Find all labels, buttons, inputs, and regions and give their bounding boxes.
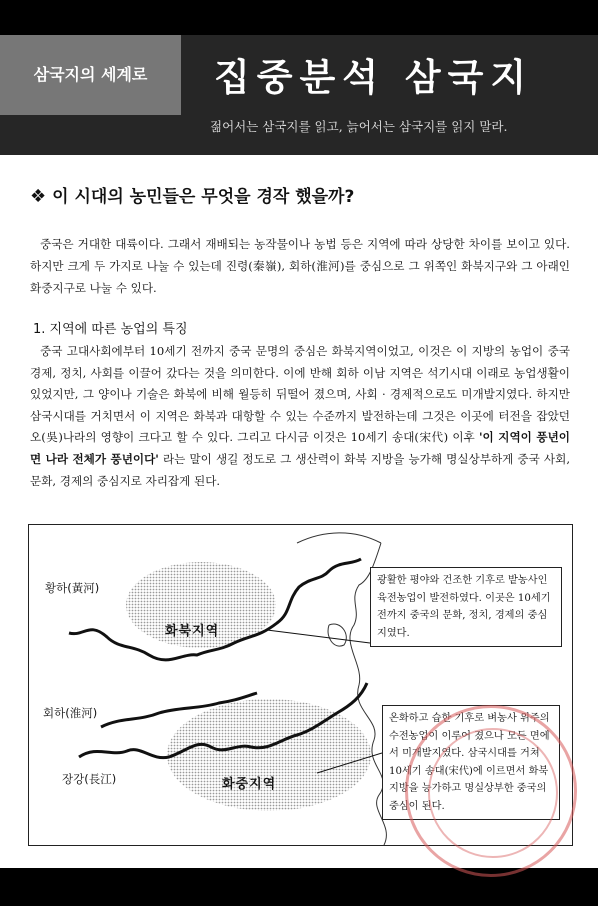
section-body-part2: 라는 말이 생길 정도로 그 생산력이 화북 지방을 능가해 명실상부하게 중국 사회, 문화, 경제의 중심지로 자리잡게 된다. [30,451,571,488]
section-body-part1: 중국 고대사회에부터 10세기 전까지 중국 문명의 중심은 화북지역이었고, 이것은 이 지방의 농업이 중국 경제, 정치, 사회를 이끌어 갔다는 것을 의미한다. 이에 반해 회하 이남 지역은 석기시대 이래로 농업생활이 있었지만, 그 양이나 기술은 화북에 비해 월등히 뒤떨어 졌으며, 사회 · 경제적으로도 미개발지였다. 하지만 삼국시대를 거치면서 이 지역은 화북과 대항할 수 있는 수준까지 발전하는데 그것은 이곳에 터전을 잡았던 오(吳)나라의 영향이 크다고 할 수 있다. 그리고 다시금 이것은 10세기 송대(宋代) 이후 [30,344,570,445]
north-callout-line [267,630,370,643]
central-region-note: 온화하고 습한 기후로 벼농사 위주의 수전농업이 이루어 졌으나 모든 면에서 미개발지였다. 삼국시대를 거쳐 10세기 송대(宋代)에 이르면서 화북지방을 능가하고 명실상부한 중국의 중심이 된다. [382,705,560,820]
publisher-stamp-inner-ring [428,728,558,858]
north-region-note: 광활한 평야와 건조한 기후로 밭농사인 육전농업이 발전하였다. 이곳은 10세기 전까지 중국의 문화, 정치, 경제의 중심지였다. [370,567,562,647]
huai-river-label: 회하(淮河) [43,706,98,720]
section-quote: '이 지역이 풍년이면 나라 전체가 풍년이다' [30,430,571,466]
publisher-stamp [405,705,577,877]
page-motto: 젊어서는 삼국지를 읽고, 늙어서는 삼국지를 읽지 말라. [210,119,508,134]
diamond-bullet-icon: ❖ [30,186,47,207]
section-heading: 1. 지역에 따른 농업의 특징 [33,322,188,337]
question-text: 이 시대의 농민들은 무엇을 경작 했을까? [52,187,355,207]
page-header [0,35,598,155]
bay-outline [328,624,346,646]
page-title: 집중분석 삼국지 [214,55,534,99]
question-heading [30,182,354,207]
section-paragraph [30,341,570,492]
intro-paragraph: 중국은 거대한 대륙이다. 그래서 재배되는 농작물이나 농법 등은 지역에 따라 상당한 차이를 보이고 있다. 하지만 크게 두 가지로 나눌 수 있는데 진령(秦嶺), 회하(淮河)를 중심으로 그 위쪽인 화북지구와 그 아래인 화중지구로 나눌 수 있다. [30,237,570,295]
central-region-label: 화중지역 [222,777,277,792]
central-region-shading [167,699,371,811]
series-label: 삼국지의 세계로 [0,35,181,115]
yellow-river-label: 황하(黃河) [45,581,100,595]
yangtze-river-label: 장강(長江) [62,772,117,786]
north-region-label: 화북지역 [165,624,220,639]
